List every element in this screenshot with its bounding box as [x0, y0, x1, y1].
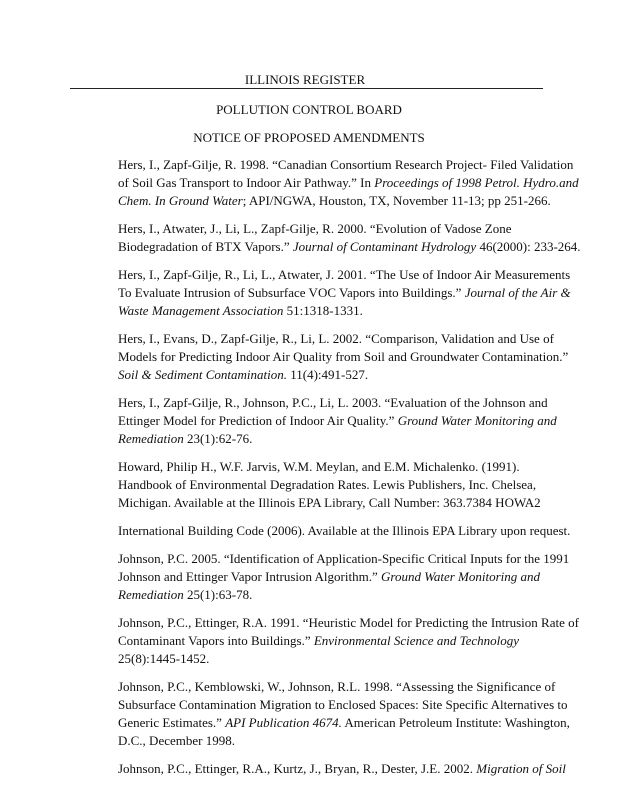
italic-citation-text: Soil & Sediment Contamination. — [118, 367, 287, 382]
reference-entry — [118, 156, 579, 210]
reference-line — [118, 550, 570, 568]
italic-citation-text: Proceedings of 1998 Petrol. Hydro.and — [374, 175, 579, 190]
citation-text: Johnson, P.C. 2005. “Identification of Application-Specific Critical Inputs for the 1991 — [118, 551, 570, 566]
reference-line — [118, 156, 574, 174]
reference-line — [118, 678, 558, 696]
citation-text: 25(1):63-78. — [183, 587, 253, 602]
reference-line — [118, 568, 558, 586]
italic-citation-text: API Publication 4674. — [225, 715, 342, 730]
citation-text: 51:1318-1331. — [283, 303, 363, 318]
italic-citation-text: Journal of Contaminant Hydrology — [292, 239, 477, 254]
citation-text: 25(8):1445-1452. — [118, 651, 210, 666]
reference-entry — [118, 394, 558, 448]
citation-text: D.C., December 1998. — [118, 733, 235, 748]
reference-line — [118, 586, 558, 604]
reference-line — [118, 632, 558, 650]
citation-text: Hers, I., Zapf-Gilje, R., Johnson, P.C., Li, L. 2003. “Evaluation of the Johnson and — [118, 395, 548, 410]
reference-line — [118, 732, 558, 750]
reference-line — [118, 348, 569, 366]
citation-text: Hers, I., Zapf-Gilje, R. 1998. “Canadian Consortium Research Project- Filed Validation — [118, 157, 574, 172]
citation-text: 23(1):62-76. — [183, 431, 253, 446]
reference-line — [118, 522, 571, 540]
reference-entry — [118, 760, 566, 778]
notice-title: NOTICE OF PROPOSED AMENDMENTS — [193, 130, 425, 145]
reference-line — [118, 614, 579, 632]
reference-line — [118, 760, 566, 778]
reference-line — [118, 192, 558, 210]
reference-entry — [118, 220, 581, 256]
citation-text: Johnson, P.C., Ettinger, R.A., Kurtz, J., Bryan, R., Dester, J.E. 2002. — [118, 761, 477, 776]
citation-text: 46(2000): 233-264. — [476, 239, 581, 254]
reference-line — [118, 458, 558, 476]
citation-text: Biodegradation of BTX Vapors.” — [118, 239, 293, 254]
italic-citation-text: Migration of Soil — [476, 761, 566, 776]
citation-text: Hers, I., Atwater, J., Li, L., Zapf-Gilje, R. 2000. “Evolution of Vadose Zone — [118, 221, 512, 236]
reference-line — [118, 650, 558, 668]
reference-line — [118, 284, 571, 302]
italic-citation-text: Waste Management Association — [118, 303, 284, 318]
citation-text: Contaminant Vapors into Buildings.” — [118, 633, 314, 648]
citation-text: Hers, I., Evans, D., Zapf-Gilje, R., Li, L. 2002. “Comparison, Validation and Use of — [118, 331, 554, 346]
reference-line — [118, 430, 558, 448]
reference-line — [118, 220, 558, 238]
citation-text: Generic Estimates.” — [118, 715, 226, 730]
citation-text: Howard, Philip H., W.F. Jarvis, W.M. Meylan, and E.M. Michalenko. (1991). — [118, 459, 520, 474]
reference-entry — [118, 678, 570, 750]
italic-citation-text: Environmental Science and Technology — [313, 633, 520, 648]
reference-line — [118, 494, 558, 512]
reference-entry — [118, 458, 558, 512]
reference-line — [118, 696, 568, 714]
italic-citation-text: Remediation — [118, 587, 184, 602]
citation-text: ; API/NGWA, Houston, TX, November 11-13; pp 251-266. — [242, 193, 551, 208]
citation-text: Subsurface Contamination Migration to Enclosed Spaces: Site Specific Alternatives to — [118, 697, 568, 712]
citation-text: Models for Predicting Indoor Air Quality from Soil and Groundwater Contamination.” — [118, 349, 569, 364]
reference-entry — [118, 522, 571, 540]
citation-text: American Petroleum Institute: Washington, — [341, 715, 570, 730]
register-title: ILLINOIS REGISTER — [244, 72, 366, 87]
citation-text: Johnson, P.C., Kemblowski, W., Johnson, R.L. 1998. “Assessing the Significance of — [118, 679, 556, 694]
citation-text: Johnson and Ettinger Vapor Intrusion Algorithm.” — [118, 569, 381, 584]
citation-text: To Evaluate Intrusion of Subsurface VOC Vapors into Buildings.” — [118, 285, 465, 300]
italic-citation-text: Ground Water Monitoring and — [380, 569, 540, 584]
reference-line — [118, 266, 571, 284]
reference-entry — [118, 550, 570, 604]
citation-text: Johnson, P.C., Ettinger, R.A. 1991. “Heuristic Model for Predicting the Intrusion Rate of — [118, 615, 579, 630]
reference-line — [118, 174, 579, 192]
reference-line — [118, 412, 558, 430]
header-rule — [70, 88, 543, 89]
reference-entry — [118, 266, 571, 320]
reference-line — [118, 366, 558, 384]
reference-line — [118, 302, 558, 320]
reference-line — [118, 714, 570, 732]
citation-text: of Soil Gas Transport to Indoor Air Pathway.” In — [118, 175, 375, 190]
citation-text: Hers, I., Zapf-Gilje, R., Li, L., Atwater, J. 2001. “The Use of Indoor Air Measurements — [118, 267, 571, 282]
reference-entry — [118, 614, 579, 668]
reference-line — [118, 476, 558, 494]
citation-text: Ettinger Model for Prediction of Indoor Air Quality.” — [118, 413, 398, 428]
citation-text: 11(4):491-527. — [287, 367, 369, 382]
reference-entry — [118, 330, 569, 384]
reference-line — [118, 394, 558, 412]
italic-citation-text: Journal of the Air & — [464, 285, 571, 300]
citation-text: International Building Code (2006). Available at the Illinois EPA Library upon request. — [118, 523, 571, 538]
reference-list — [118, 156, 581, 788]
reference-line — [118, 238, 581, 256]
italic-citation-text: Chem. In Ground Water — [118, 193, 243, 208]
italic-citation-text: Ground Water Monitoring and — [397, 413, 557, 428]
agency-title: POLLUTION CONTROL BOARD — [216, 102, 402, 117]
citation-text: Handbook of Environmental Degradation Rates. Lewis Publishers, Inc. Chelsea, — [118, 477, 537, 492]
italic-citation-text: Remediation — [118, 431, 184, 446]
citation-text: Michigan. Available at the Illinois EPA Library, Call Number: 363.7384 HOWA2 — [118, 495, 541, 510]
reference-line — [118, 330, 558, 348]
